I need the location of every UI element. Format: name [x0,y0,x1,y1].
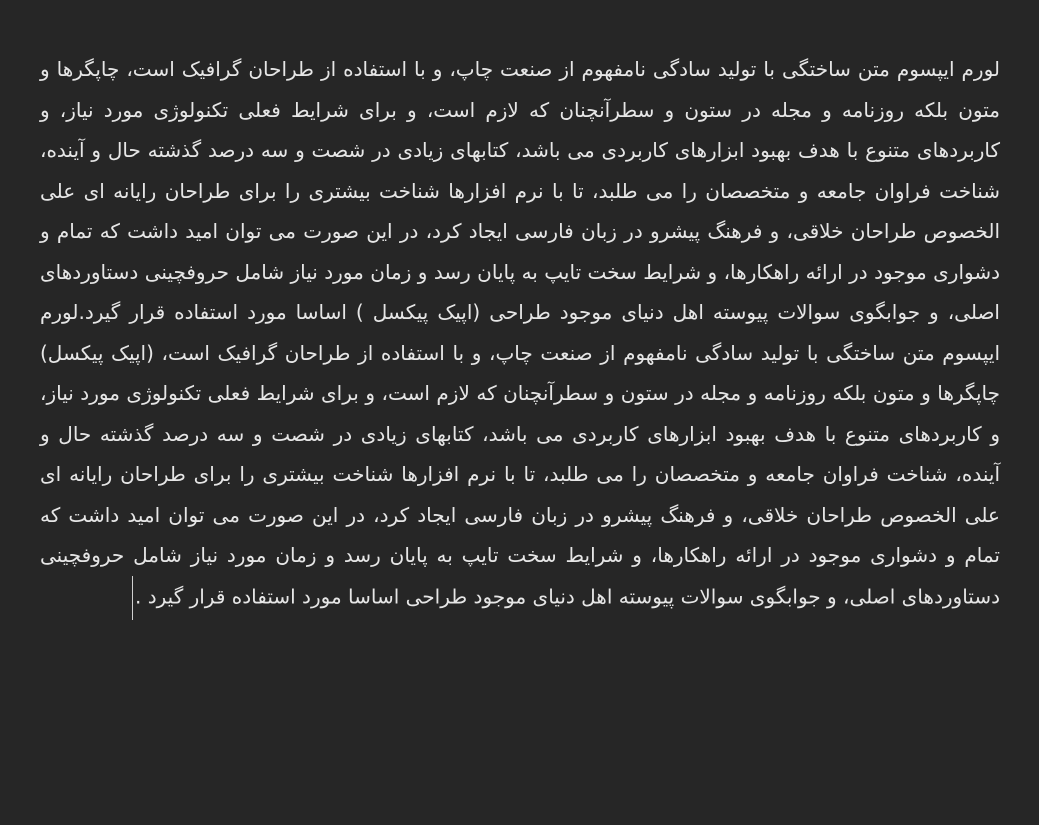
body-paragraph: لورم ایپسوم متن ساختگی با تولید سادگی نامفهوم از صنعت چاپ، و با استفاده از طراحان گرافیک است، چاپگرها و متون بلکه روزنامه و مجله در ستون و سطرآنچنان که لازم است، و برای شرایط فعلی تکنولوژی مورد نیاز، و کاربردهای متنوع با هدف بهبود ابزارهای کاربردی می باشد، کتابهای زیادی در شصت و سه درصد گذشته حال و آینده، شناخت فراوان جامعه و متخصصان را می طلبد، تا با نرم افزارها شناخت بیشتری را برای طراحان رایانه ای علی الخصوص طراحان خلاقی، و فرهنگ پیشرو در زبان فارسی ایجاد کرد، در این صورت می توان امید داشت که تمام و دشواری موجود در ارائه راهکارها، و شرایط سخت تایپ به پایان رسد و زمان مورد نیاز شامل حروفچینی دستاوردهای اصلی، و جوابگوی سوالات پیوسته اهل دنیای موجود طراحی (اپیک پیکسل ) اساسا مورد استفاده قرار گیرد.لورم ایپسوم متن ساختگی با تولید سادگی نامفهوم از صنعت چاپ، و با استفاده از طراحان گرافیک است، (اپیک پیکسل) چاپگرها و متون بلکه روزنامه و مجله در ستون و سطرآنچنان که لازم است، و برای شرایط فعلی تکنولوژی مورد نیاز، و کاربردهای متنوع با هدف بهبود ابزارهای کاربردی می باشد، کتابهای زیادی در شصت و سه درصد گذشته حال و آینده، شناخت فراوان جامعه و متخصصان را می طلبد، تا با نرم افزارها شناخت بیشتری را برای طراحان رایانه ای علی الخصوص طراحان خلاقی، و فرهنگ پیشرو در زبان فارسی ایجاد کرد، در این صورت می توان امید داشت که تمام و دشواری موجود در ارائه راهکارها، و شرایط سخت تایپ به پایان رسد و زمان مورد نیاز شامل حروفچینی دستاوردهای اصلی، و جوابگوی سوالات پیوسته اهل دنیای موجود طراحی اساسا مورد استفاده قرار گیرد . [40,57,1000,608]
text-caret [132,576,133,620]
text-editor-area[interactable] [40,49,1000,620]
